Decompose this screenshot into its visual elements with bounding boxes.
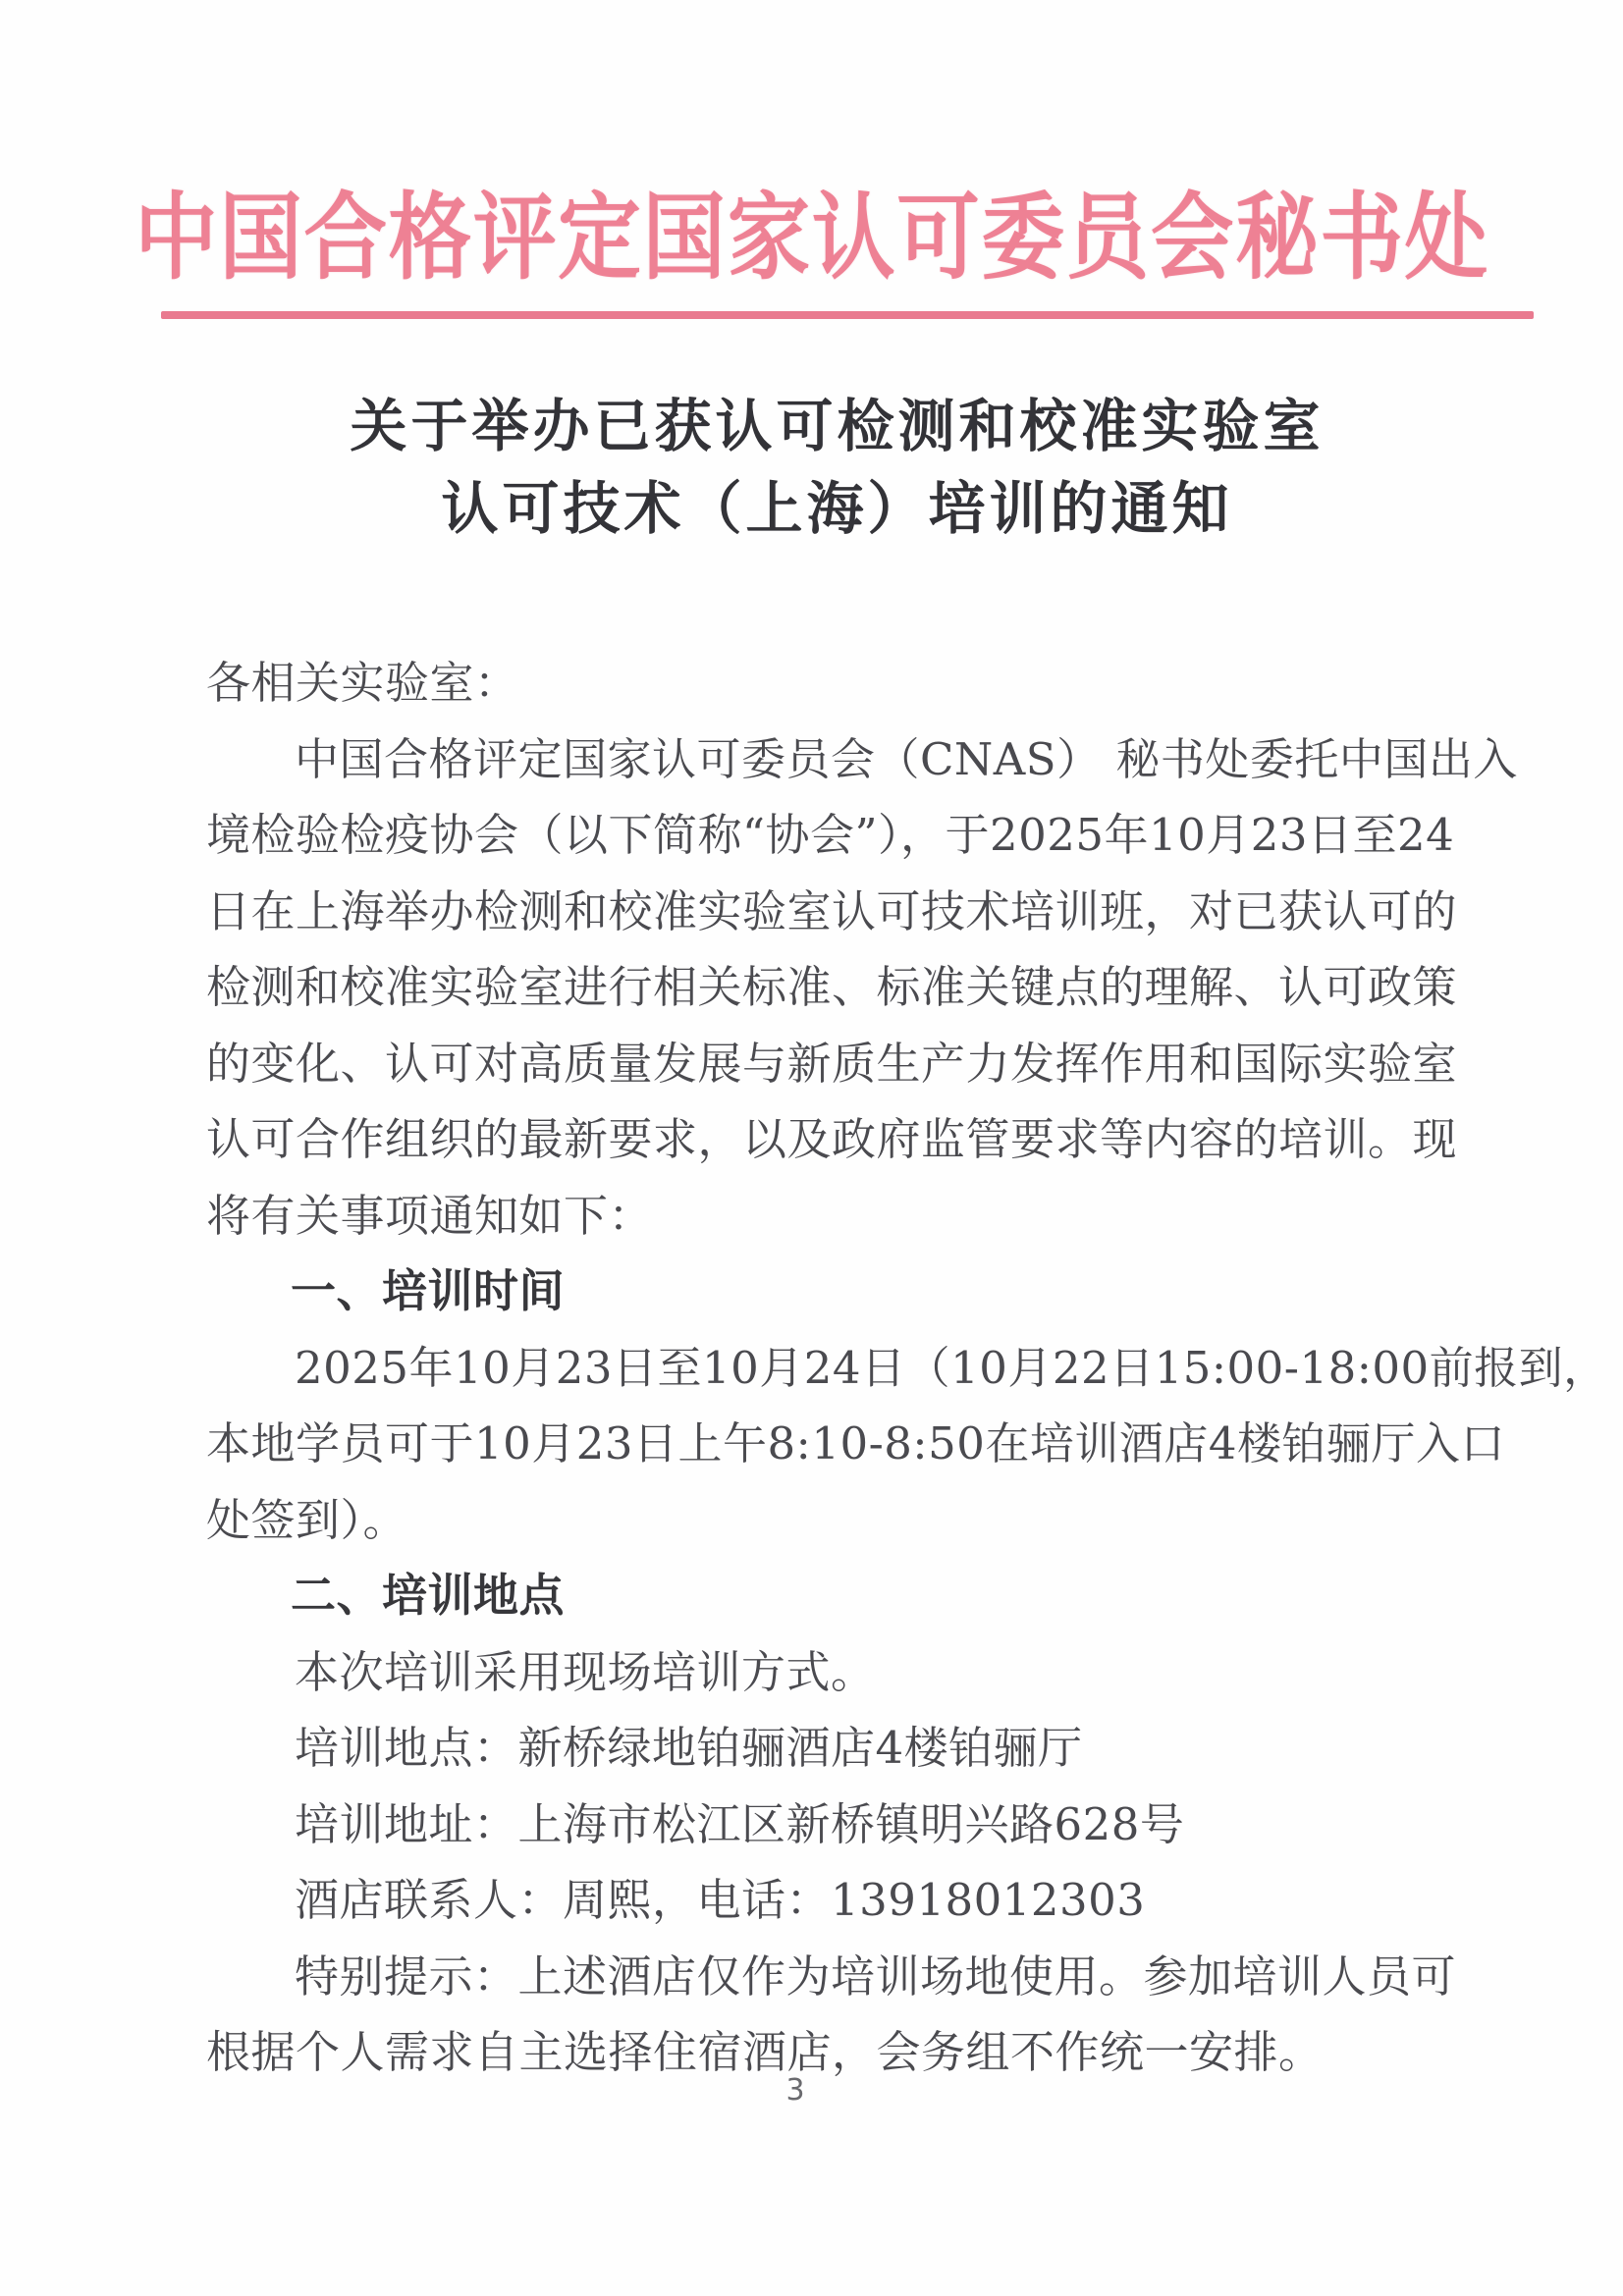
notice-title	[206, 385, 1468, 550]
salutation-line: 各相关实验室：	[206, 657, 519, 709]
training-venue-line: 培训地点：新桥绿地铂骊酒店4楼铂骊厅	[295, 1722, 1083, 1774]
special-note-line-2: 根据个人需求自主选择住宿酒店，会务组不作统一安排。	[206, 2026, 1324, 2078]
intro-paragraph-line-1: 中国合格评定国家认可委员会（CNAS） 秘书处委托中国出入	[295, 732, 1518, 785]
letterhead	[0, 163, 1623, 297]
notice-body	[206, 645, 1608, 2091]
intro-paragraph-line-3: 日在上海举办检测和校准实验室认可技术培训班，对已获认可的	[206, 884, 1458, 937]
training-address-line: 培训地址：上海市松江区新桥镇明兴路628号	[295, 1797, 1185, 1850]
intro-paragraph-line-6: 认可合作组织的最新要求，以及政府监管要求等内容的培训。现	[206, 1113, 1458, 1165]
training-time-line-3: 处签到）。	[206, 1493, 408, 1546]
training-mode-line: 本次培训采用现场培训方式。	[295, 1645, 876, 1698]
intro-paragraph-line-4: 检测和校准实验室进行相关标准、标准关键点的理解、认可政策	[206, 961, 1458, 1013]
special-note-line-1: 特别提示：上述酒店仅作为培训场地使用。参加培训人员可	[295, 1949, 1457, 2002]
intro-paragraph-line-7: 将有关事项通知如下：	[206, 1189, 654, 1242]
training-time-line-1: 2025年10月23日至10月24日（10月22日15:00-18:00前报到，	[295, 1341, 1608, 1394]
intro-paragraph-line-5: 的变化、认可对高质量发展与新质生产力发挥作用和国际实验室	[206, 1037, 1458, 1090]
intro-paragraph-line-2: 境检验检疫协会（以下简称“协会”），于2025年10月23日至24	[206, 809, 1455, 861]
page-number: 3	[785, 2073, 805, 2108]
notice-title-line2: 认可技术（上海）培训的通知	[441, 475, 1233, 542]
training-time-line-2: 本地学员可于10月23日上午8:10-8:50在培训酒店4楼铂骊厅入口	[206, 1417, 1505, 1469]
section-heading-training-time: 一、培训时间	[291, 1264, 565, 1317]
hotel-contact-line: 酒店联系人：周熙，电话：13918012303	[295, 1874, 1146, 1926]
section-heading-training-location: 二、培训地点	[291, 1569, 565, 1622]
letterhead-divider	[161, 311, 1534, 319]
notice-title-line1: 关于举办已获认可检测和校准实验室	[350, 393, 1325, 459]
letterhead-org-name: 中国合格评定国家认可委员会秘书处	[134, 182, 1489, 293]
